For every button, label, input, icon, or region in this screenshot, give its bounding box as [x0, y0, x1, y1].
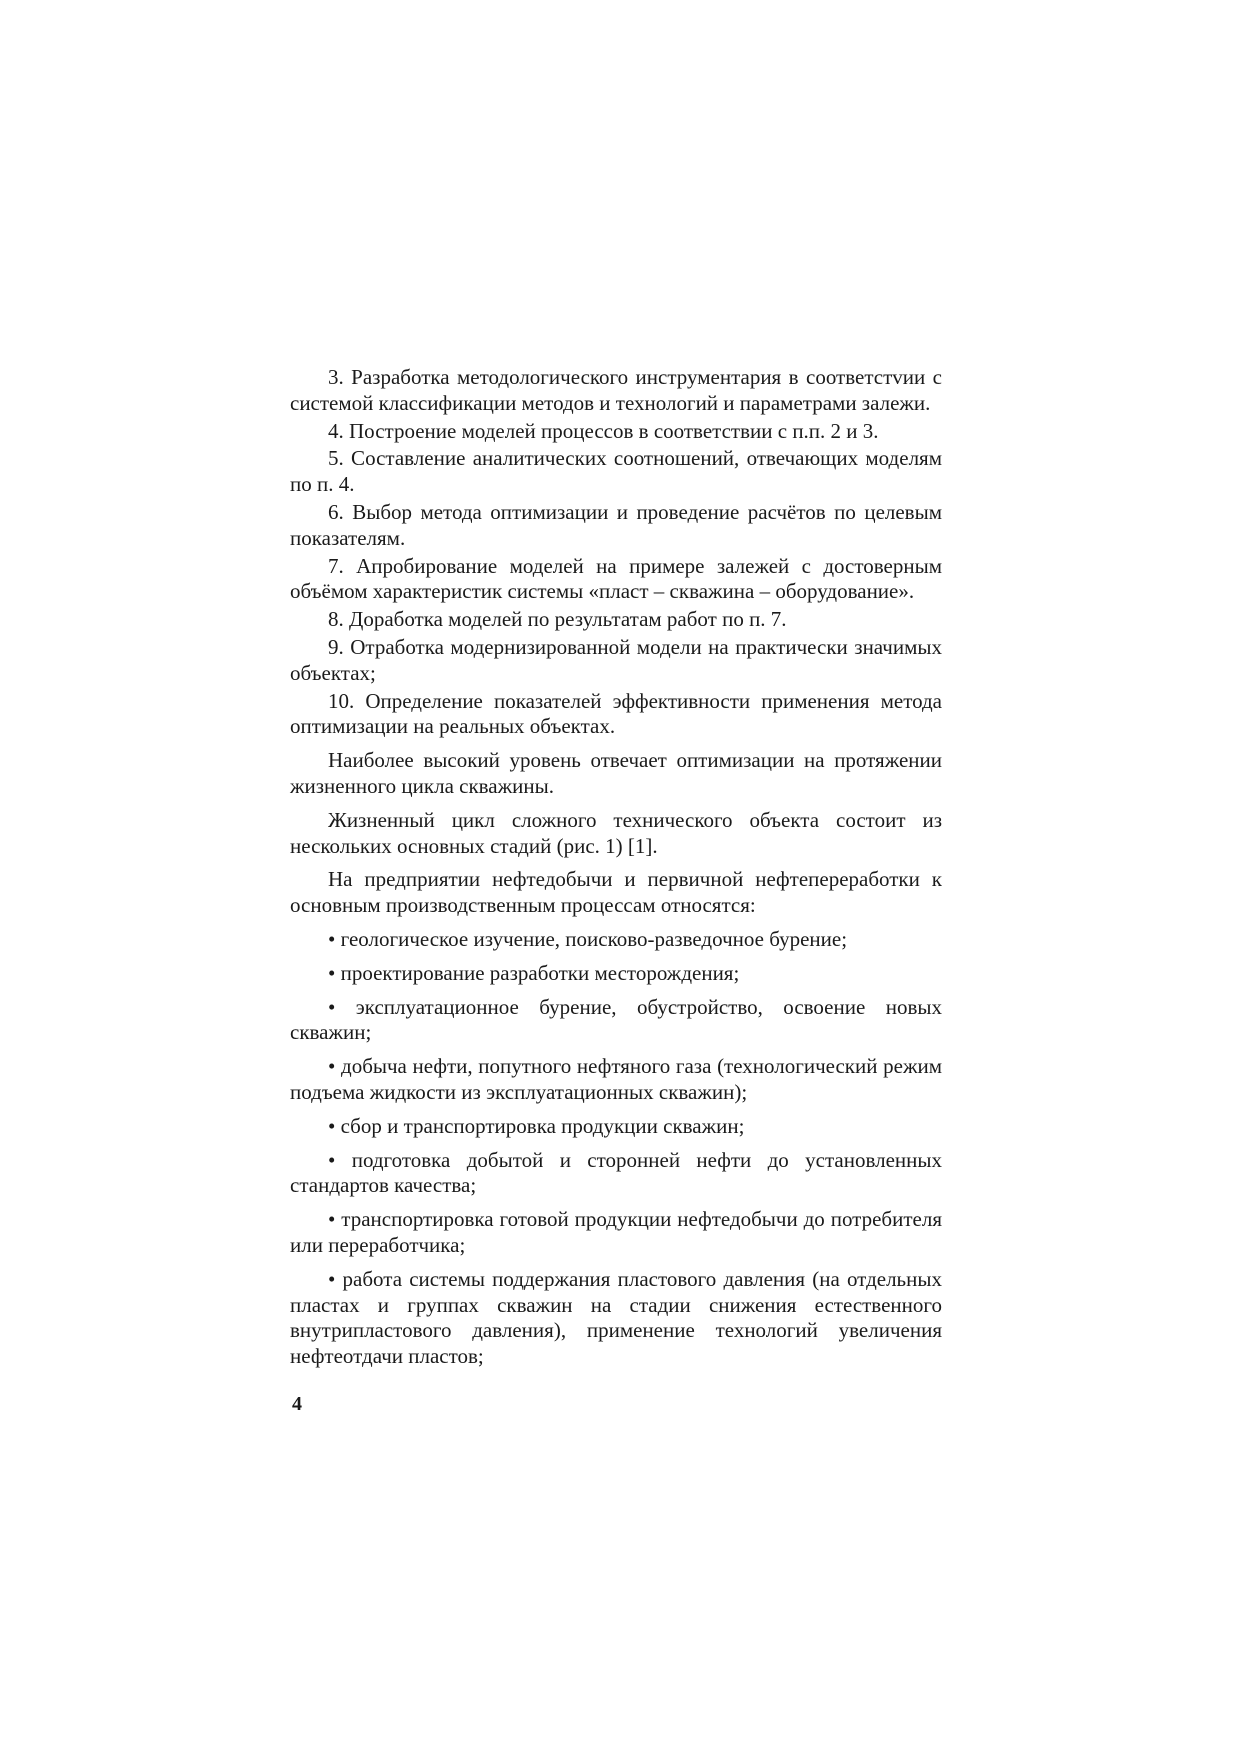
- bullet-item: • транспортировка готовой продукции нефтедобычи до потребителя или переработчика;: [290, 1207, 942, 1257]
- paragraph-lifecycle: Жизненный цикл сложного технического объекта состоит из нескольких основных стадий (рис. 1) [1].: [290, 807, 942, 858]
- bullet-item: • работа системы поддержания пластового давления (на отдельных пластах и группах скважин на стадии снижения естественного внутрипластового давления), применение технологий увеличения нефтеотдачи пластов;: [290, 1266, 942, 1369]
- paragraph-level: Наиболее высокий уровень отвечает оптимизации на протяжении жизненного цикла скважины.: [290, 748, 942, 798]
- bullet-item: • добыча нефти, попутного нефтяного газа (технологический режим подъема жидкости из эксплуатационных скважин);: [290, 1054, 942, 1104]
- bullet-item: • сбор и транспортировка продукции скважин;: [328, 1113, 745, 1138]
- paragraph-item-3: 3. Разработка методологического инструментария в соответстvии с системой классификации методов и технологий и параметрами залежи.: [290, 365, 942, 415]
- paragraph-item-9: 9. Отработка модернизированной модели на практически значимых объектах;: [290, 634, 942, 685]
- paragraph-item-8: 8. Доработка моделей по результатам работ по п. 7.: [328, 607, 787, 632]
- bullet-item: • геологическое изучение, поисково-разведочное бурение;: [328, 926, 848, 951]
- bullet-item: • проектирование разработки месторождения;: [328, 960, 740, 985]
- paragraph-item-4: 4. Построение моделей процессов в соответствии с п.п. 2 и 3.: [328, 418, 879, 443]
- bullet-item: • подготовка добытой и сторонней нефти до установленных стандартов качества;: [290, 1147, 942, 1198]
- paragraph-processes-intro: На предприятии нефтедобычи и первичной нефтепереработки к основным производственным процессам относятся:: [290, 867, 942, 918]
- body-text: [290, 365, 942, 1372]
- paragraph-item-10: 10. Определение показателей эффективности применения метода оптимизации на реальных объектах.: [290, 688, 942, 739]
- paragraph-item-7: 7. Апробирование моделей на примере залежей с достоверным объёмом характеристик системы «пласт – скважина – оборудование».: [290, 553, 942, 604]
- page-number: 4: [292, 1393, 302, 1415]
- paragraph-item-6: 6. Выбор метода оптимизации и проведение расчётов по целевым показателям.: [290, 499, 942, 550]
- paragraph-item-5: 5. Составление аналитических соотношений, отвечающих моделям по п. 4.: [290, 446, 942, 497]
- bullet-item: • эксплуатационное бурение, обустройство, освоение новых скважин;: [290, 994, 942, 1045]
